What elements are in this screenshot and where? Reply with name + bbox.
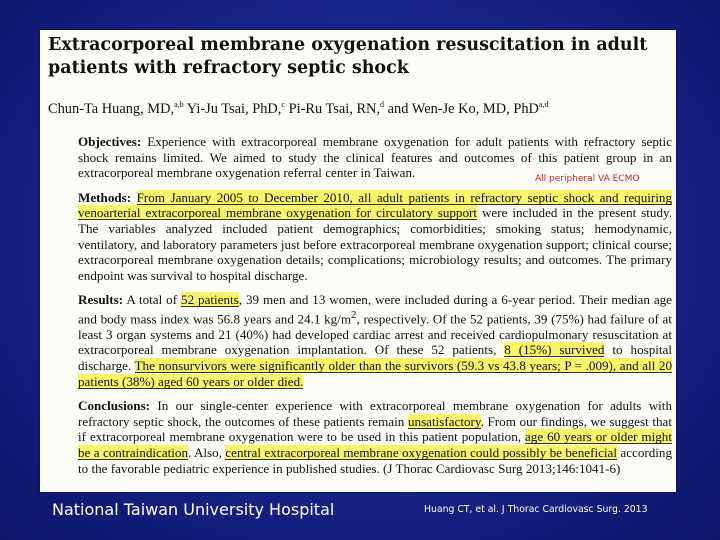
objectives-label: Objectives: [78,134,142,149]
methods-label: Methods: [78,189,132,205]
author-name: and Wen-Je Ko, MD, PhD [384,100,539,117]
results-text: , respectively. Of the 52 patients, 39 (75%) had failure of at least 3 organ systems and 21 (40%) had developed cardiac arrest and received cardiopulmonary resuscitation at extracorporeal membrane oxygenation implantation. Of these 52 patients, [78,311,672,358]
annotation-note: All peripheral VA ECMO [535,174,640,184]
results-highlight-nonsurvivors: The nonsurvivors were significantly older than the survivors (59.3 vs 43.8 years; P = .009), and all 20 patients (38%) aged 60 years or older died. [78,358,672,389]
author-affiliation: c [281,100,285,109]
methods-section [78,190,672,284]
conclusions-label: Conclusions: [78,398,151,414]
results-label: Results: [78,292,124,308]
institution-label: National Taiwan University Hospital [52,500,335,519]
citation-label: Huang CT, et al. J Thorac Cardiovasc Surg. 2013 [424,504,648,515]
conclusions-text: according to the favorable pediatric experience in published studies. (J Thorac Cardiovasc Surg 2013;146:1041-6) [78,445,673,476]
methods-text: were included in the present study. The variables analyzed included patient demographics; comorbidities; smoking status; hemodynamic, ventilatory, and laboratory parameters just before extracorporeal membrane oxygenation support; clinical course; extracorporeal membrane oxygenation details; complications; microbiology results; and outcomes. The primary endpoint was survival to hospital discharge. [78,205,672,283]
results-highlight-survived: 8 (15%) survived [504,342,605,358]
results-section [78,292,672,389]
conclusions-section [78,398,672,476]
results-superscript: 2 [351,308,357,321]
conclusions-text: In our single-center experience with extracorporeal membrane oxygenation for adults with refractory septic shock, the outcomes of these patients remain [78,398,672,429]
conclusions-highlight-central: central extracorporeal membrane oxygenation could possibly be beneficial [225,445,617,461]
author-name: Pi-Ru Tsai, RN, [284,100,381,117]
conclusions-text: . From our findings, we suggest that if extracorporeal membrane oxygenation were to be used in this patient population, [78,413,673,445]
results-highlight-patients: 52 patients [181,292,239,308]
author-affiliation: a,b [174,100,184,109]
author-name: Yi-Ju Tsai, PhD, [183,100,282,117]
results-text: to hospital discharge. [78,342,672,374]
conclusions-highlight-unsatisfactory: unsatisfactory [407,413,481,429]
objectives-text: Experience with extracorporeal membrane oxygenation for adult patients with refractory septic shock remains limited. We aimed to study the clinical features and outcomes of this patient group in an extracorporeal membrane oxygenation referral center in Taiwan. [78,134,672,181]
author-affiliation: d [380,100,385,109]
abstract [78,134,672,485]
conclusions-highlight-age: age 60 years or older might be a contraindication [78,429,672,461]
results-text: , 39 men and 13 women, were included during a 6-year period. Their median age and body mass index was 56.8 years and 24.1 kg/m [78,292,672,327]
author-list [48,100,673,118]
conclusions-text: . Also, [188,445,226,461]
results-text: A total of [123,292,182,308]
article-page [40,30,676,492]
methods-highlight: From January 2005 to December 2010, all adult patients in refractory septic shock and requiring venoarterial extracorporeal membrane oxygenation for circulatory support [78,189,672,221]
author-name: Chun-Ta Huang, MD, [48,100,175,117]
article-title: Extracorporeal membrane oxygenation resuscitation in adult patients with refractory septic shock [48,35,648,78]
author-affiliation: a,d [538,100,549,109]
